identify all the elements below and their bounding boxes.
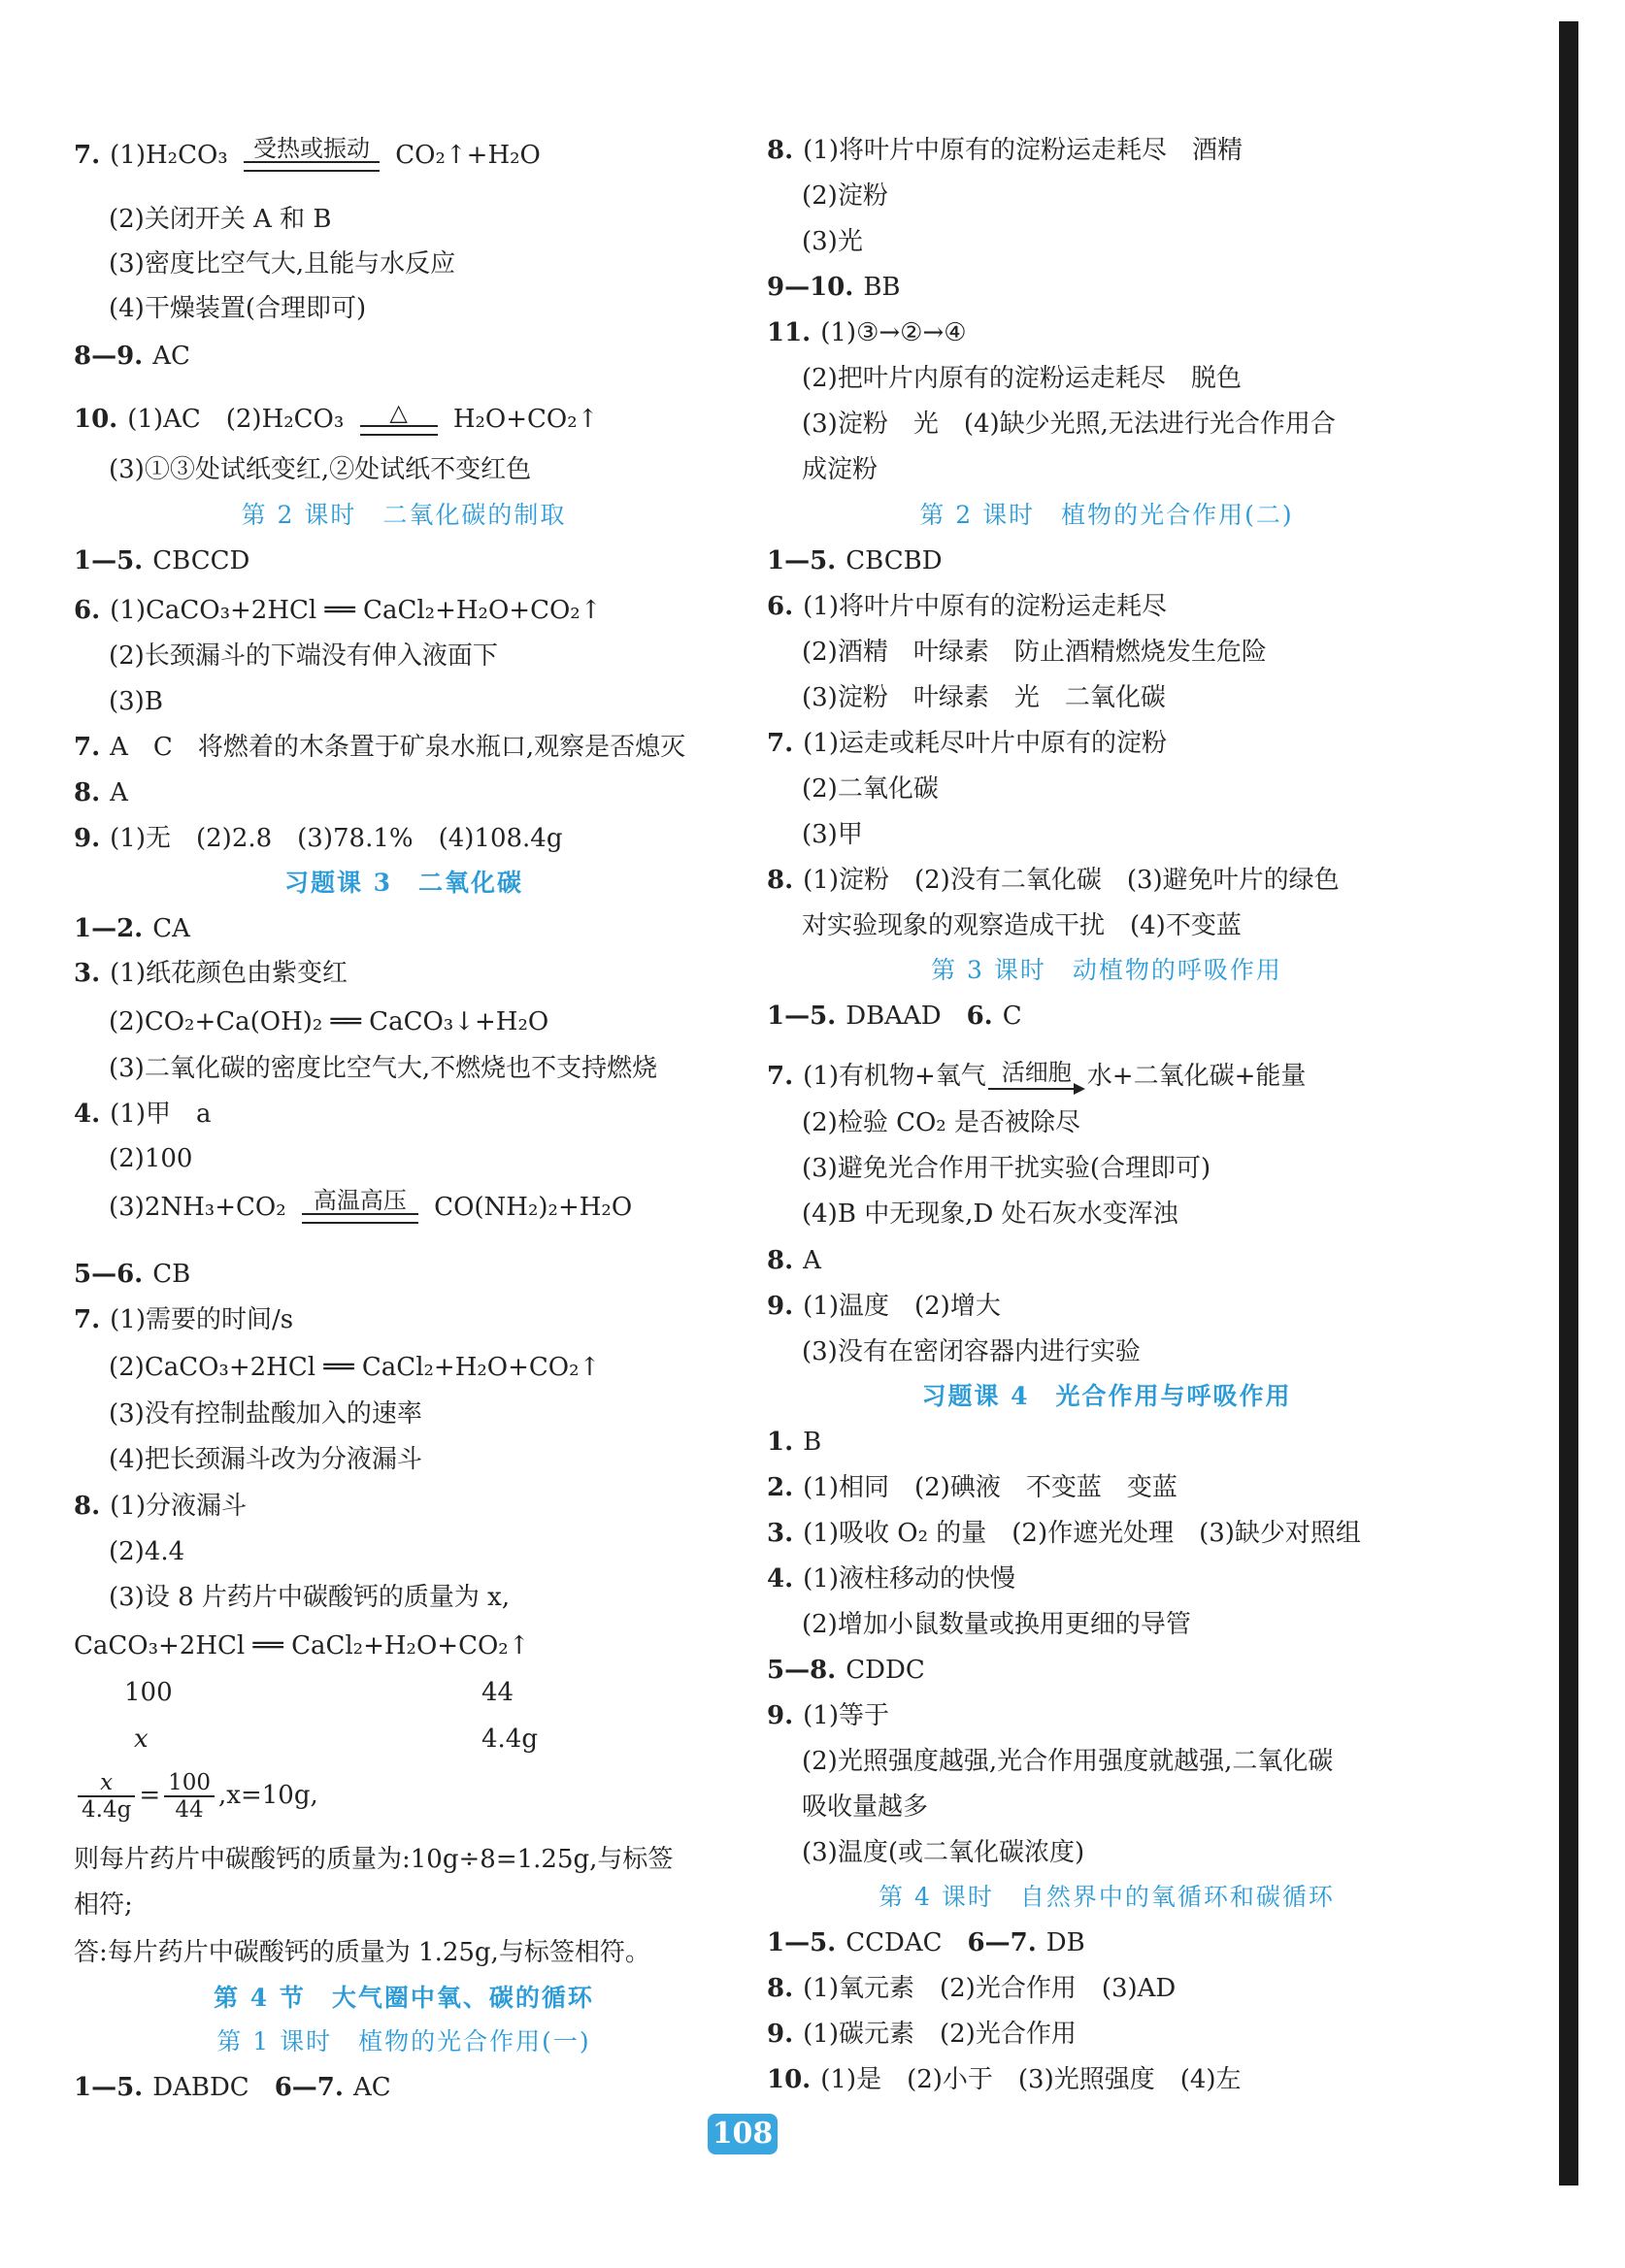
page-edge-bar (1559, 21, 1578, 2186)
answer-line: 100 (124, 1678, 173, 1707)
answer-line: 7. (1)有机物+氧气 活细胞 水+二氧化碳+能量 (767, 1059, 1307, 1091)
answer-line: 3. (1)吸收 O₂ 的量 (2)作遮光处理 (3)缺少对照组 (767, 1519, 1361, 1548)
answer-line: 对实验现象的观察造成干扰 (4)不变蓝 (802, 911, 1242, 940)
answer-line: (2)4.4 (109, 1537, 185, 1566)
answer-line: (2)二氧化碳 (802, 774, 939, 804)
answer-line: 5—8. CDDC (767, 1656, 925, 1685)
answer-line: 9. (1)温度 (2)增大 (767, 1292, 1001, 1321)
answer-line: 6. (1)将叶片中原有的淀粉运走耗尽 (767, 592, 1167, 621)
answer-line: (3)B (109, 687, 163, 716)
answer-line: (3)二氧化碳的密度比空气大,不燃烧也不支持燃烧 (109, 1054, 658, 1083)
answer-line: 44 (481, 1678, 514, 1707)
answer-line: (2)把叶片内原有的淀粉运走耗尽 脱色 (802, 364, 1242, 393)
answer-line: (3)设 8 片药片中碳酸钙的质量为 x, (109, 1583, 511, 1612)
answer-line: 答:每片药片中碳酸钙的质量为 1.25g,与标签相符。 (74, 1938, 650, 1967)
answer-line: 4. (1)液柱移动的快慢 (767, 1564, 1015, 1594)
answer-line: (3)淀粉 光 (4)缺少光照,无法进行光合作用合 (802, 410, 1336, 439)
section-heading: 习题课 3 二氧化碳 (283, 869, 524, 897)
answer-line: (3)温度(或二氧化碳浓度) (802, 1838, 1085, 1867)
answer-line: (2)淀粉 (802, 181, 888, 211)
answer-line: (3)没有在密闭容器内进行实验 (802, 1337, 1141, 1366)
answer-line: 7. (1)需要的时间/s (74, 1305, 294, 1334)
answer-line: 3. (1)纸花颜色由紫变红 (74, 959, 348, 988)
answer-line: 8. (1)淀粉 (2)没有二氧化碳 (3)避免叶片的绿色 (767, 866, 1340, 895)
answer-line: (2)关闭开关 A 和 B (109, 205, 332, 234)
answer-line: (3)甲 (802, 820, 863, 849)
answer-line: 6. (1)CaCO₃+2HCl ══ CaCl₂+H₂O+CO₂↑ (74, 596, 602, 625)
answer-line: 成淀粉 (802, 455, 879, 484)
answer-line: 11. (1)③→②→④ (767, 318, 967, 347)
answer-line: 7. (1)运走或耗尽叶片中原有的淀粉 (767, 729, 1167, 758)
answer-line: 8. (1)分液漏斗 (74, 1492, 247, 1521)
answer-line: 8. A (74, 778, 128, 807)
answer-line: 吸收量越多 (802, 1792, 929, 1822)
answer-line: (2)CO₂+Ca(OH)₂ ══ CaCO₃↓+H₂O (109, 1007, 549, 1036)
answer-line: 8—9. AC (74, 342, 190, 371)
reaction-arrow: △ (360, 400, 438, 436)
answer-line: CaCO₃+2HCl ══ CaCl₂+H₂O+CO₂↑ (74, 1631, 530, 1660)
answer-line: (4)把长颈漏斗改为分液漏斗 (109, 1445, 422, 1474)
answer-line: $\frac{x}{4.4g}$ = $\frac{100}{44}$ ,x=10g, (74, 1770, 318, 1823)
answer-line: 8. (1)氧元素 (2)光合作用 (3)AD (767, 1974, 1177, 2003)
section-heading: 第 4 节 大气圈中氧、碳的循环 (214, 1984, 594, 2012)
answer-line: (3)光 (802, 227, 863, 256)
answer-line: 7. A C 将燃着的木条置于矿泉水瓶口,观察是否熄灭 (74, 733, 686, 762)
answer-line: 1. B (767, 1428, 822, 1457)
answer-line: 5—6. CB (74, 1260, 191, 1289)
answer-line: (3)①③处试纸变红,②处试纸不变红色 (109, 455, 532, 484)
answer-line: x (134, 1725, 149, 1754)
answer-line: (3)密度比空气大,且能与水反应 (109, 249, 456, 279)
answer-line: 10. (1)是 (2)小于 (3)光照强度 (4)左 (767, 2065, 1242, 2094)
answer-line: 9—10. BB (767, 273, 901, 302)
reaction-arrow: 活细胞 (988, 1060, 1085, 1093)
answer-line: 8. (1)将叶片中原有的淀粉运走耗尽 酒精 (767, 136, 1243, 165)
answer-line: 8. A (767, 1246, 821, 1275)
answer-line: 1—5. CBCCD (74, 546, 250, 575)
section-heading: 习题课 4 光合作用与呼吸作用 (921, 1382, 1292, 1410)
answer-line: (3)避免光合作用干扰实验(合理即可) (802, 1154, 1211, 1183)
answer-line: 10. (1)AC (2)H₂CO₃ △ H₂O+CO₂↑ (74, 399, 599, 434)
reaction-arrow: 受热或振动 (244, 136, 380, 172)
answer-line: (2)100 (109, 1144, 193, 1173)
answer-line: (4)干燥装置(合理即可) (109, 294, 367, 323)
answer-line: (2)检验 CO₂ 是否被除尽 (802, 1108, 1080, 1137)
answer-line: (2)酒精 叶绿素 防止酒精燃烧发生危险 (802, 638, 1267, 667)
fraction: $\frac{100}{44}$ (164, 1770, 215, 1823)
answer-line: 1—2. CA (74, 914, 190, 943)
answer-line: 1—5. CCDAC 6—7. DB (767, 1928, 1085, 1957)
answer-line: 9. (1)等于 (767, 1701, 889, 1730)
answer-line: 4.4g (481, 1725, 538, 1754)
section-heading: 第 2 课时 植物的光合作用(二) (919, 501, 1294, 529)
answer-line: 1—5. DBAAD 6. C (767, 1002, 1022, 1031)
answer-line: (2)长颈漏斗的下端没有伸入液面下 (109, 641, 498, 671)
answer-line: 9. (1)无 (2)2.8 (3)78.1% (4)108.4g (74, 824, 563, 853)
reaction-arrow: 高温高压 (302, 1188, 418, 1224)
answer-line: 1—5. DABDC 6—7. AC (74, 2073, 391, 2102)
section-heading: 第 1 课时 植物的光合作用(一) (216, 2027, 591, 2055)
fraction: $\frac{x}{4.4g}$ (78, 1770, 135, 1823)
answer-line: 2. (1)相同 (2)碘液 不变蓝 变蓝 (767, 1473, 1177, 1502)
section-heading: 第 4 课时 自然界中的氧循环和碳循环 (879, 1883, 1335, 1911)
section-heading: 第 3 课时 动植物的呼吸作用 (931, 956, 1282, 984)
answer-line: (4)B 中无现象,D 处石灰水变浑浊 (802, 1200, 1178, 1229)
answer-line: (2)光照强度越强,光合作用强度就越强,二氧化碳 (802, 1747, 1334, 1776)
section-heading: 第 2 课时 二氧化碳的制取 (241, 501, 567, 529)
answer-line: 4. (1)甲 a (74, 1100, 212, 1129)
answer-line: 7. (1)H₂CO₃ 受热或振动 CO₂↑+H₂O (74, 135, 541, 170)
answer-line: 9. (1)碳元素 (2)光合作用 (767, 2020, 1077, 2049)
answer-line: (3)没有控制盐酸加入的速率 (109, 1399, 422, 1429)
page-number: 108 (708, 2114, 778, 2154)
answer-line: 则每片药片中碳酸钙的质量为:10g÷8=1.25g,与标签 (74, 1845, 674, 1874)
answer-line: (3)淀粉 叶绿素 光 二氧化碳 (802, 683, 1166, 712)
answer-line: 1—5. CBCBD (767, 546, 943, 575)
answer-line: (2)增加小鼠数量或换用更细的导管 (802, 1610, 1191, 1639)
answer-line: 相符; (74, 1890, 133, 1920)
answer-line: (3)2NH₃+CO₂ 高温高压 CO(NH₂)₂+H₂O (109, 1187, 633, 1222)
answer-line: (2)CaCO₃+2HCl ══ CaCl₂+H₂O+CO₂↑ (109, 1353, 601, 1382)
